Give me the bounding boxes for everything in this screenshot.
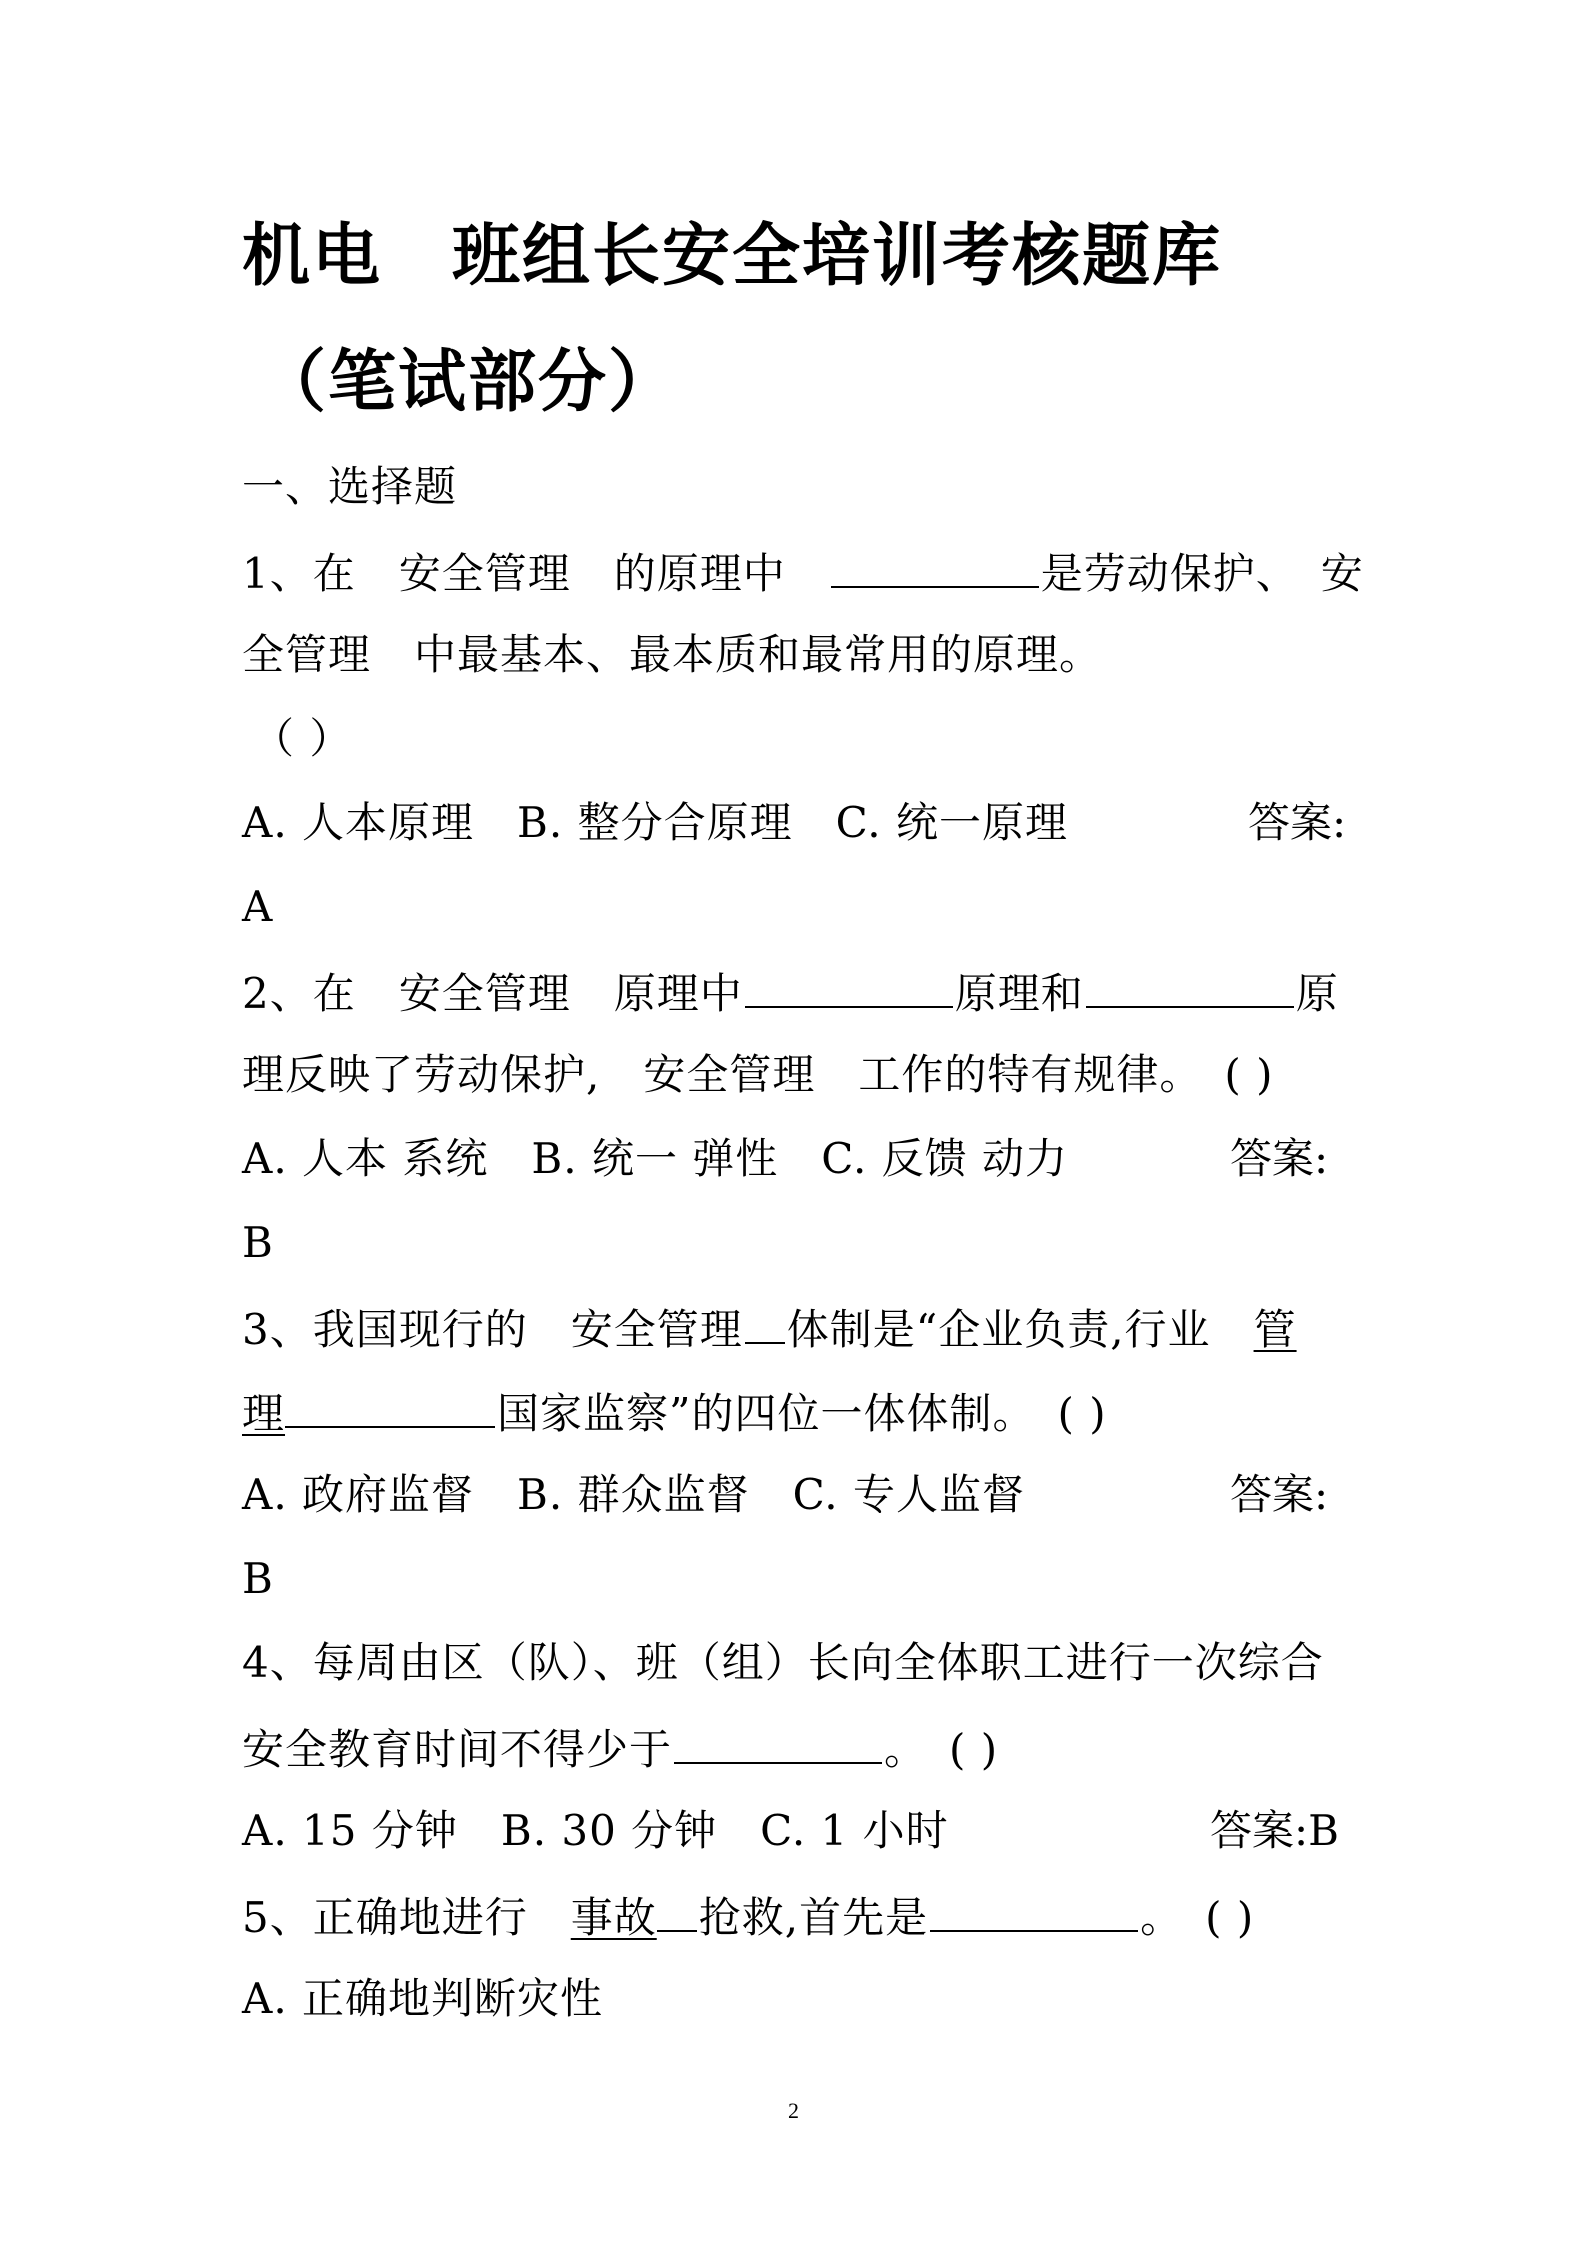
q1-text-a: 1、在 安全管理 的原理中 [242,549,829,598]
q3-underlined-text-2: 理 [242,1389,286,1438]
q5-text-b: 抢救,首先是 [698,1893,929,1942]
q2-blank-2 [1086,970,1294,1008]
q2-text-b: 原理和 [954,969,1084,1018]
question-1-line-1 [242,549,1364,598]
q4-answer-value: B [1308,1806,1340,1855]
q1-blank [831,550,1039,588]
question-3-line-1 [242,1305,1297,1354]
question-3-options: A. 政府监督 B. 群众监督 C. 专人监督 [242,1470,1025,1519]
question-1-answer-label: 答案: [1248,798,1347,847]
q4-text-a: 安全教育时间不得少于 [242,1725,673,1774]
q4-answer-label: 答案: [1210,1806,1309,1855]
q3-underlined-text: 管 [1253,1305,1297,1354]
question-4-options: A. 15 分钟 B. 30 分钟 C. 1 小时 [242,1806,949,1855]
q5-blank-2 [930,1894,1138,1932]
question-2-answer-label: 答案: [1230,1134,1329,1183]
document-subtitle: （笔试部分） [258,342,679,422]
question-5-option-a: A. 正确地判断灾性 [242,1974,604,2023]
question-2-answer: B [242,1218,274,1267]
q2-text-c: 原 [1295,969,1339,1018]
q5-text-a: 5、正确地进行 [242,1893,571,1942]
q4-blank [674,1726,882,1764]
q3-text-a: 3、我国现行的 安全管理 [242,1305,743,1354]
page-number: 2 [788,2098,799,2123]
question-1-answer: A [242,882,274,931]
q2-blank-1 [745,970,953,1008]
question-3-answer: B [242,1554,274,1603]
question-4-answer [1210,1806,1340,1855]
document-title: 机电 班组长安全培训考核题库 [242,216,1223,296]
question-5-line-1 [242,1893,1255,1942]
q5-blank-1 [657,1894,697,1932]
question-2-options: A. 人本 系统 B. 统一 弹性 C. 反馈 动力 [242,1134,1068,1183]
q3-text-b: 体制是“企业负责,行业 [786,1305,1254,1354]
question-2-line-1 [242,969,1339,1018]
q4-text-b: 。 ( ) [884,1725,999,1774]
question-1-paren: （ ） [252,714,353,763]
question-2-line-2: 理反映了劳动保护, 安全管理 工作的特有规律。 ( ) [242,1050,1274,1099]
q5-text-c: 。 ( ) [1140,1893,1255,1942]
q1-text-b: 是劳动保护、 安 [1040,549,1364,598]
q2-text-a: 2、在 安全管理 原理中 [242,969,743,1018]
q3-blank-1 [745,1306,785,1344]
q5-underlined-text: 事故 [570,1893,657,1942]
question-4-line-2 [242,1725,999,1774]
question-1-options: A. 人本原理 B. 整分合原理 C. 统一原理 [242,798,1068,847]
question-4-line-1: 4、每周由区（队）、班（组）长向全体职工进行一次综合 [242,1638,1324,1687]
question-3-answer-label: 答案: [1230,1470,1329,1519]
q3-text-c: 国家监察”的四位一体体制。 ( ) [497,1389,1107,1438]
question-3-line-2 [242,1389,1107,1438]
q3-blank-2 [285,1390,495,1428]
question-1-line-2: 全管理 中最基本、最本质和最常用的原理。 [242,630,1103,679]
section-heading: 一、选择题 [242,462,458,511]
